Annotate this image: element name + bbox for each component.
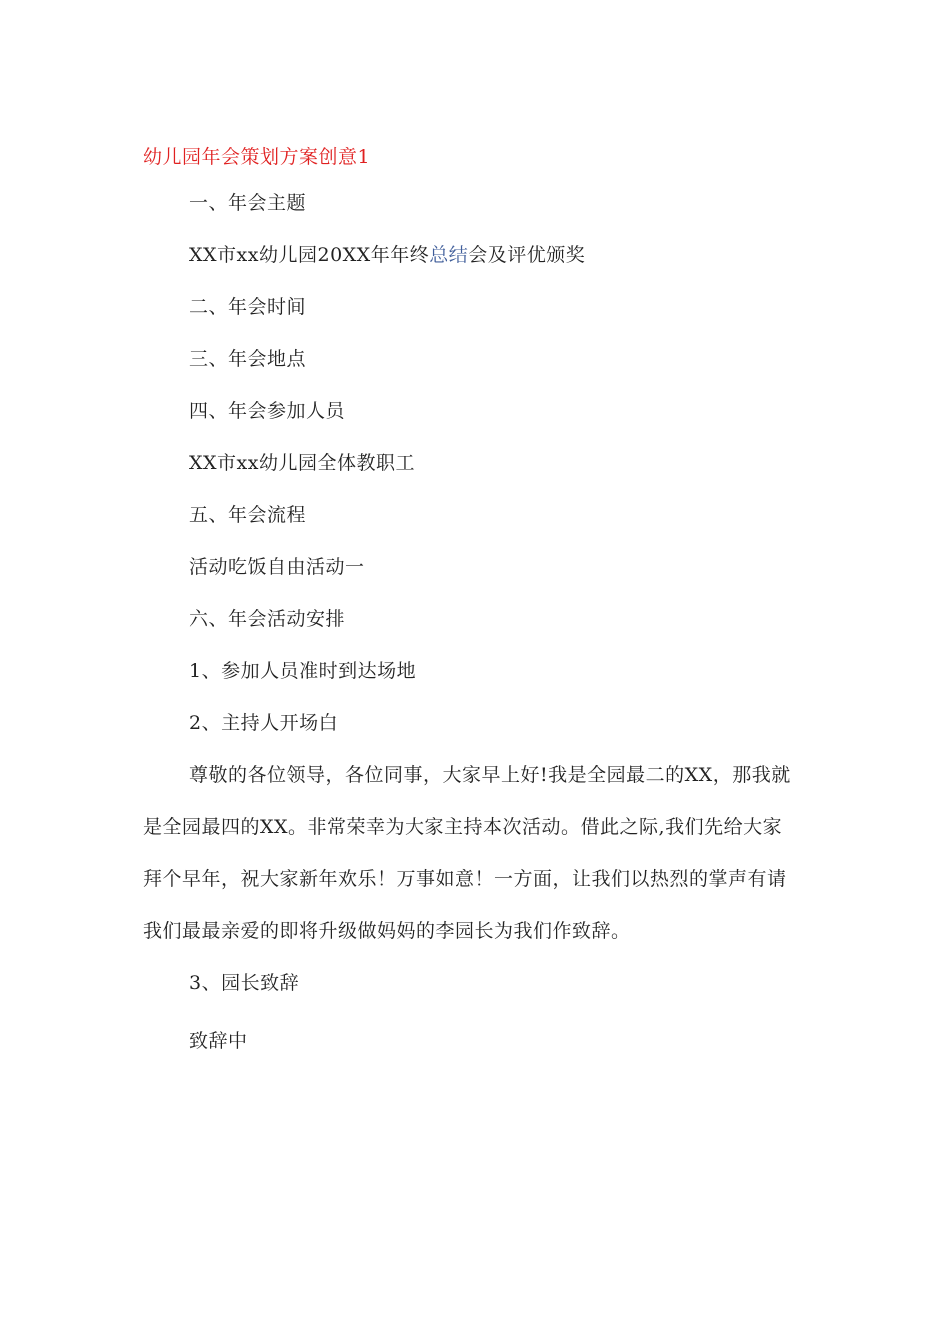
- section-heading-arrangement: 六、年会活动安排: [189, 608, 346, 630]
- section-heading-participants: 四、年会参加人员: [189, 400, 346, 422]
- speech-line-3: 拜个早年，祝大家新年欢乐！万事如意！一方面，让我们以热烈的掌声有请: [143, 868, 787, 890]
- arrangement-item-3: 3、园长致辞: [189, 972, 300, 994]
- speech-text: 致辞中: [189, 1030, 248, 1052]
- speech-line-1: 尊敬的各位领导，各位同事，大家早上好!我是全园最二的XX，那我就: [189, 764, 791, 786]
- arrangement-item-2: 2、主持人开场白: [189, 712, 339, 734]
- speech-line-2: 是全园最四的XX。非常荣幸为大家主持本次活动。借此之际,我们先给大家: [143, 816, 783, 838]
- section-heading-theme: 一、年会主题: [189, 192, 307, 214]
- section-heading-location: 三、年会地点: [189, 348, 307, 370]
- process-text: 活动吃饭自由活动一: [189, 556, 365, 578]
- theme-text-part2: 会及评优颁奖: [468, 244, 586, 266]
- document-title: 幼儿园年会策划方案创意1: [143, 146, 371, 168]
- summary-link[interactable]: 总结: [429, 244, 469, 266]
- section-heading-time: 二、年会时间: [189, 296, 307, 318]
- section-heading-process: 五、年会流程: [189, 504, 307, 526]
- arrangement-item-1: 1、参加人员准时到达场地: [189, 660, 417, 682]
- theme-text: [189, 242, 585, 268]
- theme-text-part1: XX市xx幼儿园20XX年年终: [189, 244, 430, 266]
- participants-text: XX市xx幼儿园全体教职工: [189, 452, 415, 474]
- speech-line-4: 我们最最亲爱的即将升级做妈妈的李园长为我们作致辞。: [143, 920, 631, 942]
